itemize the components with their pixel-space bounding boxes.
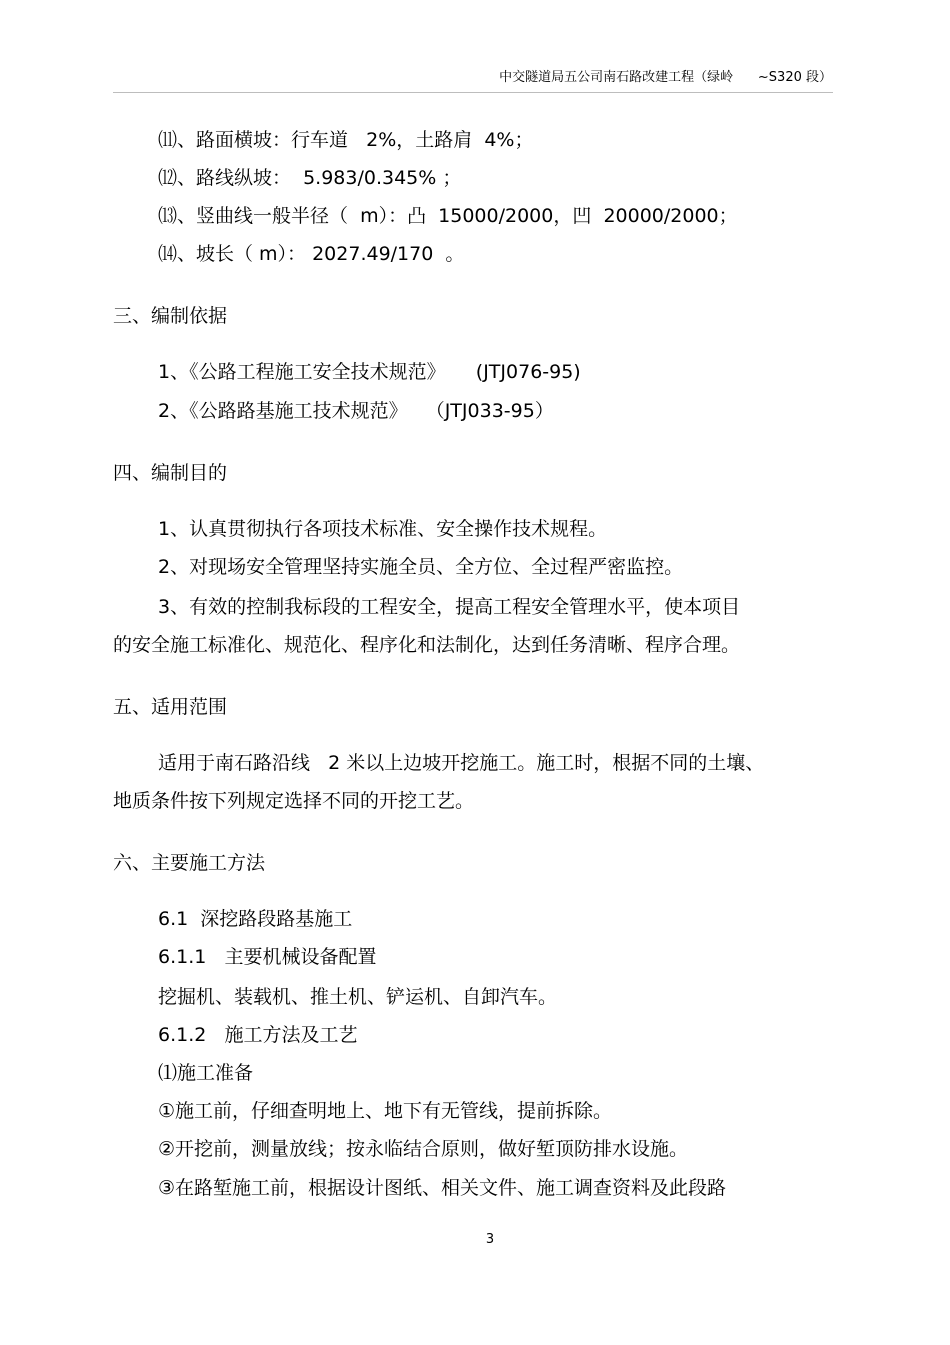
prep-item-3: ③在路堑施工前，根据设计图纸、相关文件、施工调查资料及此段路 [158,1177,727,1199]
spec-item-11: ⑾、路面横坡：行车道 2%，土路肩 4%； [158,129,534,151]
page-number: 3 [485,1232,495,1247]
subsection-6-1-2: 6.1.2 施工方法及工艺 [158,1024,358,1046]
scope-paragraph-cont: 地质条件按下列规定选择不同的开挖工艺。 [113,790,475,812]
running-header: 中交隧道局五公司南石路改建工程（绿岭 ~S320 段） [499,70,832,85]
section-heading-5: 五、适用范围 [113,696,228,718]
section-heading-3: 三、编制依据 [113,305,228,327]
section-heading-6: 六、主要施工方法 [113,852,266,874]
prep-item-2: ②开挖前，测量放线；按永临结合原则，做好堑顶防排水设施。 [158,1138,689,1160]
purpose-item-2: 2、对现场安全管理坚持实施全员、全方位、全过程严密监控。 [158,556,684,578]
spec-item-12: ⑿、路线纵坡： 5.983/0.345% ； [158,167,462,189]
spec-item-14: ⒁、坡长（ m）： 2027.49/170 。 [158,243,465,265]
purpose-item-1: 1、认真贯彻执行各项技术标准、安全操作技术规程。 [158,518,608,540]
purpose-item-3: 3、有效的控制我标段的工程安全，提高工程安全管理水平，使本项目 [158,596,741,618]
basis-item-2: 2、《公路路基施工技术规范》 （JTJ033-95） [158,400,554,422]
subsection-6-1: 6.1 深挖路段路基施工 [158,908,353,930]
subsection-6-1-1: 6.1.1 主要机械设备配置 [158,946,377,968]
header-rule [113,92,833,93]
equipment-list: 挖掘机、装载机、推土机、铲运机、自卸汽车。 [158,986,558,1008]
step-heading-1: ⑴施工准备 [158,1062,254,1084]
scope-paragraph: 适用于南石路沿线 2 米以上边坡开挖施工。施工时，根据不同的土壤、 [158,752,765,774]
section-heading-4: 四、编制目的 [113,462,228,484]
purpose-item-3-cont: 的安全施工标准化、规范化、程序化和法制化，达到任务清晰、程序合理。 [113,634,741,656]
prep-item-1: ①施工前，仔细查明地上、地下有无管线，提前拆除。 [158,1100,613,1122]
spec-item-13: ⒀、竖曲线一般半径（ m）：凸 15000/2000，凹 20000/2000； [158,205,738,227]
basis-item-1: 1、《公路工程施工安全技术规范》 (JTJ076-95) [158,361,581,383]
